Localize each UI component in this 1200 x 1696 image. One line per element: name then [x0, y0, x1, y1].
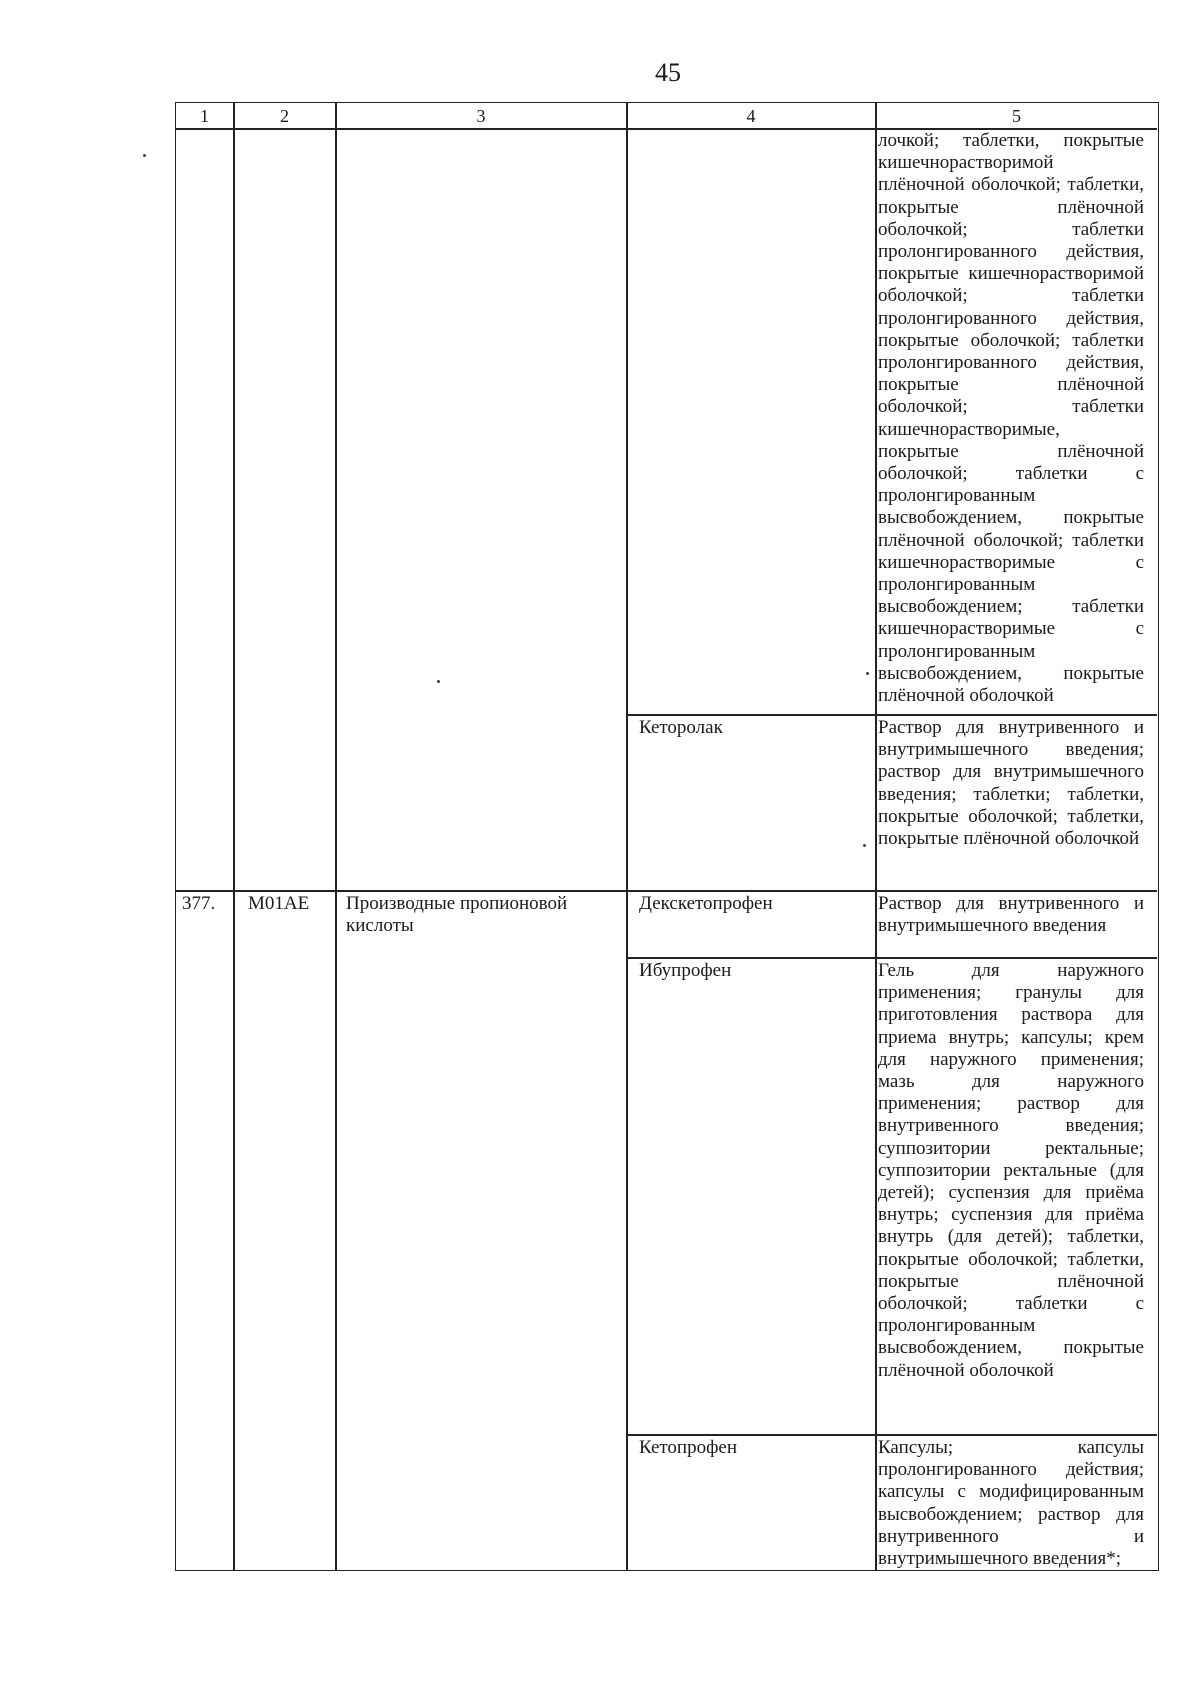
- dosage-forms-ketoprofen: Капсулы; капсулы пролонгированного действия; капсулы с модифицированным высвобождением; раствор для внутривенного и внутримышечного введения*;: [878, 1437, 1144, 1570]
- dosage-forms-ketorolac: Раствор для внутривенного и внутримышечного введения; раствор для внутримышечного введения; таблетки; таблетки, покрытые оболочкой; таблетки, покрытые плёночной оболочкой: [878, 717, 1144, 850]
- drug-name-dexketoprofen: Декскетопрофен: [639, 893, 773, 914]
- row-number: 377.: [182, 893, 216, 914]
- dosage-forms-dexketoprofen: Раствор для внутривенного и внутримышечного введения: [878, 893, 1144, 937]
- scan-speck: [863, 844, 866, 847]
- atc-group-name: Производные пропионовой кислоты: [346, 893, 568, 937]
- scan-speck: [866, 672, 869, 675]
- atc-code: M01AE: [248, 893, 310, 914]
- col-header-5: 5: [1012, 106, 1021, 126]
- scan-speck: [437, 680, 440, 683]
- col-header-2: 2: [280, 106, 289, 126]
- page-number: 45: [655, 58, 681, 87]
- dosage-forms-ibuprofen: Гель для наружного применения; гранулы для приготовления раствора для приема внутрь; капсулы; крем для наружного применения; мазь для наружного применения; раствор для внутривенного введения; суппозитории ректальные; суппозитории ректальные (для детей); суспензия для приёма внутрь; суспензия для приёма внутрь (для детей); таблетки, покрытые оболочкой; таблетки, покрытые плёночной оболочкой; таблетки с пролонгированным высвобождением, покрытые плёночной оболочкой: [878, 960, 1144, 1381]
- drug-name-ketorolac: Кеторолак: [639, 717, 723, 738]
- col-header-3: 3: [476, 106, 486, 126]
- drug-name-ketoprofen: Кетопрофен: [639, 1437, 738, 1458]
- dosage-forms-continued: лочкой; таблетки, покрытые кишечнорастворимой плёночной оболочкой; таблетки, покрытые плёночной оболочкой; таблетки пролонгированного действия, покрытые кишечнорастворимой оболочкой; таблетки пролонгированного действия, покрытые оболочкой; таблетки пролонгированного действия, покрытые плёночной оболочкой; таблетки кишечнорастворимые, покрытые плёночной оболочкой; таблетки с пролонгированным высвобождением, покрытые плёночной оболочкой; таблетки кишечнорастворимые с пролонгированным высвобождением; таблетки кишечнорастворимые с пролонгированным высвобождением, покрытые плёночной оболочкой: [878, 130, 1144, 707]
- col-header-1: 1: [200, 106, 209, 126]
- drug-list-table: [175, 102, 1159, 1571]
- drug-name-ibuprofen: Ибупрофен: [639, 960, 732, 981]
- col-header-4: 4: [746, 106, 756, 126]
- scan-speck: [143, 154, 146, 157]
